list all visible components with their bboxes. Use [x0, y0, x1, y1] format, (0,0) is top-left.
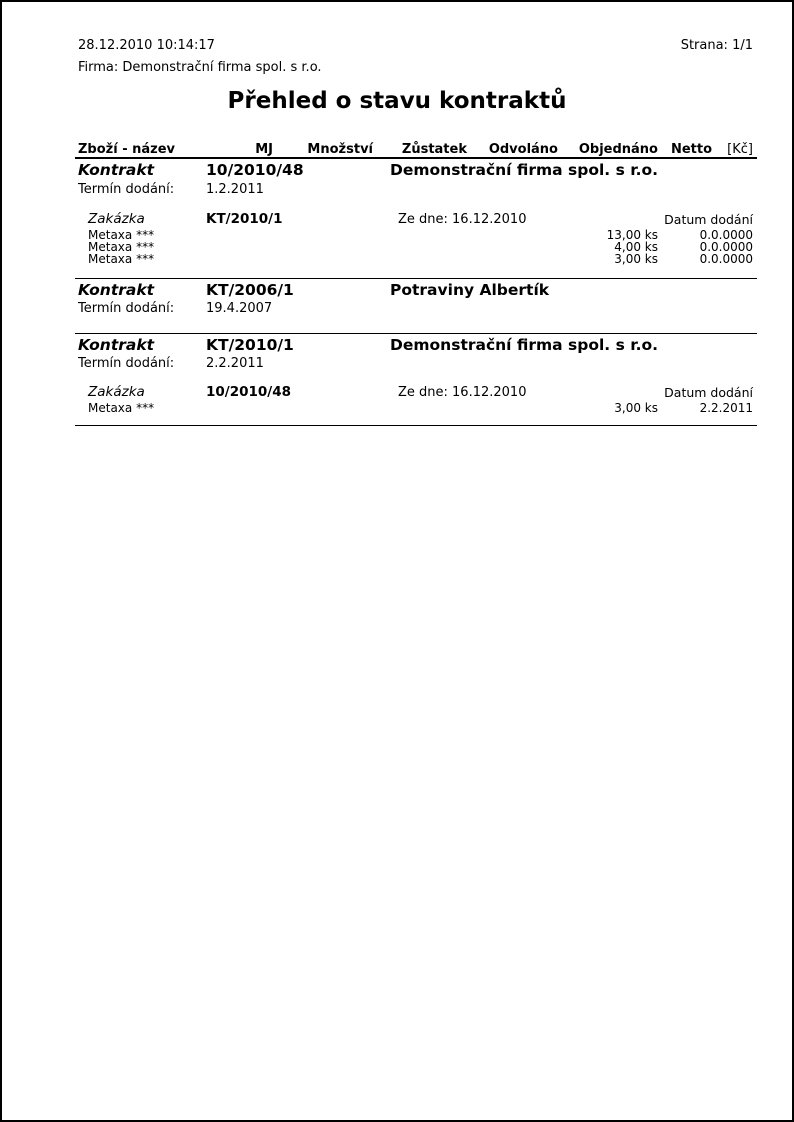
section-divider — [75, 278, 757, 279]
item-quantity: 3,00 ks — [614, 252, 658, 266]
item-name: Metaxa *** — [88, 401, 155, 415]
delivery-term-value: 2.2.2011 — [206, 356, 264, 371]
col-header-revoked: Odvoláno — [488, 142, 558, 157]
order-date: Ze dne: 16.12.2010 — [398, 385, 527, 400]
order-label: Zakázka — [88, 211, 145, 227]
delivery-term-label: Termín dodání: — [78, 182, 175, 197]
item-name: Metaxa *** — [88, 240, 155, 254]
contract-customer: Demonstrační firma spol. s r.o. — [390, 161, 659, 179]
col-header-netto: Netto — [670, 142, 712, 157]
delivery-term-value: 1.2.2011 — [206, 182, 264, 197]
order-number: 10/2010/48 — [206, 384, 292, 400]
col-header-balance: Zůstatek — [401, 142, 467, 157]
contract-number: KT/2006/1 — [206, 281, 294, 299]
contract-number: KT/2010/1 — [206, 336, 294, 354]
item-netto: 0.0.0000 — [699, 252, 753, 266]
item-quantity: 4,00 ks — [614, 240, 658, 254]
contract-customer: Demonstrační firma spol. s r.o. — [390, 336, 659, 354]
delivery-date-header: Datum dodání — [664, 212, 753, 227]
report-end-divider — [75, 425, 757, 426]
item-netto: 0.0.0000 — [699, 240, 753, 254]
col-header-mj: MJ — [255, 142, 273, 157]
item-delivery-date: 2.2.2011 — [699, 401, 753, 415]
item-name: Metaxa *** — [88, 228, 155, 242]
delivery-term-label: Termín dodání: — [78, 356, 175, 371]
item-quantity: 3,00 ks — [614, 401, 658, 415]
order-number: KT/2010/1 — [206, 211, 283, 227]
col-header-currency: [Kč] — [727, 142, 753, 157]
section-divider — [75, 333, 757, 334]
contract-customer: Potraviny Albertík — [390, 281, 550, 299]
order-date: Ze dne: 16.12.2010 — [398, 212, 527, 227]
firm-line: Firma: Demonstrační firma spol. s r.o. — [78, 60, 322, 75]
contract-label: Kontrakt — [78, 281, 155, 299]
report-datetime: 28.12.2010 10:14:17 — [78, 38, 215, 53]
col-header-ordered: Objednáno — [578, 142, 658, 157]
report-title: Přehled o stavu kontraktů — [227, 88, 567, 114]
order-label: Zakázka — [88, 384, 145, 400]
delivery-term-label: Termín dodání: — [78, 301, 175, 316]
col-header-name: Zboží - název — [78, 142, 176, 157]
page-number: Strana: 1/1 — [680, 38, 753, 53]
contract-number: 10/2010/48 — [206, 161, 304, 179]
contract-label: Kontrakt — [78, 161, 155, 179]
header-underline — [75, 157, 757, 159]
item-name: Metaxa *** — [88, 252, 155, 266]
item-netto: 0.0.0000 — [699, 228, 753, 242]
delivery-date-header: Datum dodání — [664, 385, 753, 400]
contract-label: Kontrakt — [78, 336, 155, 354]
col-header-quantity: Množství — [307, 142, 373, 157]
delivery-term-value: 19.4.2007 — [206, 301, 273, 316]
item-quantity: 13,00 ks — [606, 228, 658, 242]
